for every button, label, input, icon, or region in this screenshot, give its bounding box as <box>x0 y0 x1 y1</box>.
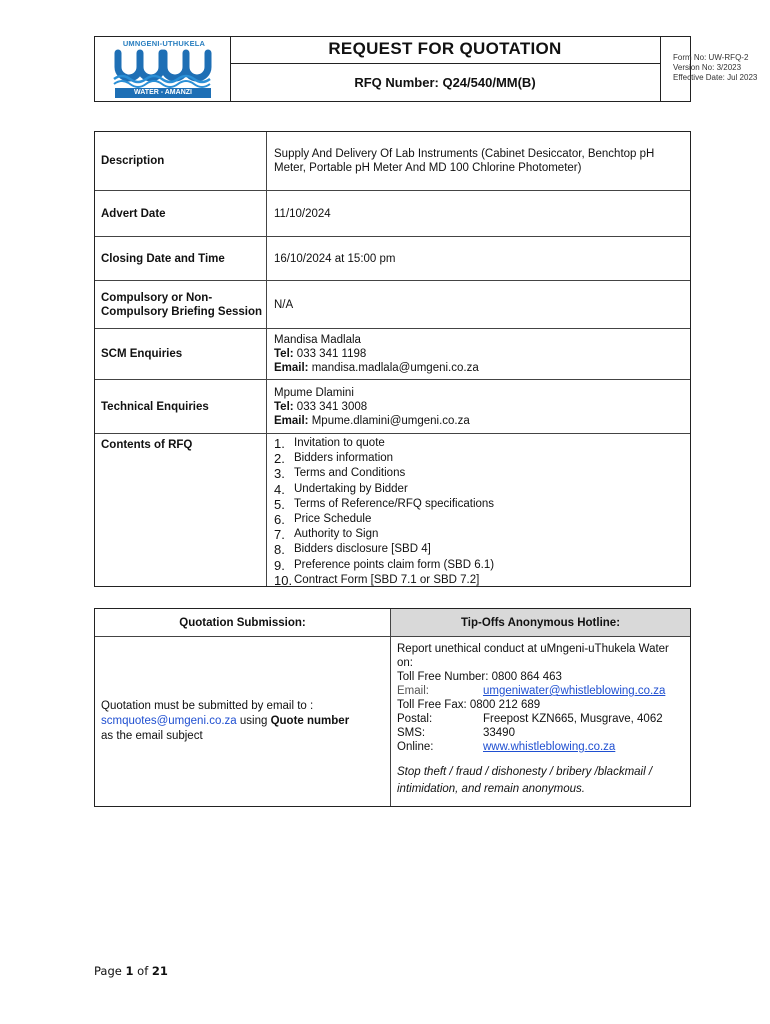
tech-contact-name: Mpume Dlamini <box>274 386 354 399</box>
submission-quote-number: Quote number <box>270 715 350 727</box>
submission-line3: as the email subject <box>101 730 203 742</box>
scm-tel: 033 341 1198 <box>296 348 367 360</box>
contents-item-number: 7. <box>274 527 285 543</box>
rfq-number: RFQ Number: Q24/540/MM(B) <box>354 75 536 90</box>
contents-item-text: Invitation to quote <box>294 437 385 449</box>
row-closing-date <box>95 237 690 281</box>
briefing-label: Compulsory or Non-Compulsory Briefing Session <box>95 281 267 328</box>
contents-item-text: Terms of Reference/RFQ specifications <box>294 497 495 510</box>
technical-enquiries-label: Technical Enquiries <box>95 380 267 433</box>
contents-item <box>274 542 686 557</box>
form-number: Form No: UW-RFQ-2 <box>673 53 749 62</box>
contents-label: Contents of RFQ <box>95 434 267 586</box>
advert-date-label: Advert Date <box>95 191 267 236</box>
contents-item-number: 8. <box>274 542 285 558</box>
hotline-warning: Stop theft / fraud / dishonesty / bribery /blackmail / intimidation, and remain anonymous. <box>397 766 653 795</box>
page-footer <box>94 964 168 978</box>
form-info <box>660 37 770 101</box>
tech-tel-label: Tel: <box>274 400 294 413</box>
contents-item-number: 1. <box>274 436 285 451</box>
hotline-postal-label: Postal: <box>397 713 433 725</box>
hotline-fax: Toll Free Fax: 0800 212 689 <box>397 699 541 711</box>
contents-item-number: 5. <box>274 496 285 512</box>
contents-item-text: Undertaking by Bidder <box>294 482 408 495</box>
submission-instructions <box>95 637 391 806</box>
hotline-postal: Freepost KZN665, Musgrave, 4062 <box>483 713 663 725</box>
tech-email[interactable]: Mpume.dlamini@umgeni.co.za <box>311 414 470 427</box>
scm-email[interactable]: mandisa.madlala@umgeni.co.za <box>311 362 479 374</box>
description-label: Description <box>95 132 267 190</box>
hotline-heading: Tip-Offs Anonymous Hotline: <box>391 609 690 637</box>
hotline-online-link[interactable]: www.whistleblowing.co.za <box>483 741 616 753</box>
hotline-sms: 33490 <box>483 727 515 739</box>
hotline-intro: Report unethical conduct at uMngeni-uThukela Water on: <box>397 643 669 669</box>
contents-item-number: 10. <box>274 572 293 588</box>
hotline-email-label: Email: <box>397 685 429 697</box>
scm-email-label: Email: <box>274 362 309 374</box>
description-value: Supply And Delivery Of Lab Instruments (Cabinet Desiccator, Benchtop pH Meter, Portable pH Meter And MD 100 Chlorine Photometer) <box>274 148 655 174</box>
submission-email[interactable]: scmquotes@umgeni.co.za <box>101 715 237 727</box>
submission-table <box>94 608 691 807</box>
contents-item-text: Contract Form [SBD 7.1 or SBD 7.2] <box>294 573 480 586</box>
contents-item <box>274 512 686 527</box>
hotline-toll-free: Toll Free Number: 0800 864 463 <box>397 671 562 683</box>
page-number: 1 <box>125 964 134 978</box>
scm-enquiries-label: SCM Enquiries <box>95 329 267 379</box>
row-briefing <box>95 281 690 329</box>
contents-item <box>274 451 686 466</box>
contents-item-text: Price Schedule <box>294 513 372 526</box>
row-technical-enquiries <box>95 380 690 434</box>
submission-using: using <box>236 715 271 727</box>
logo-mark: uw <box>163 71 165 72</box>
logo-tagline: WATER - AMANZI <box>115 88 211 98</box>
scm-tel-label: Tel: <box>274 348 294 360</box>
contents-item-number: 6. <box>274 512 285 528</box>
page-prefix: Page <box>94 964 126 978</box>
page-title: REQUEST FOR QUOTATION <box>230 37 660 64</box>
contents-item <box>274 482 686 497</box>
tech-tel: 033 341 3008 <box>296 400 368 413</box>
advert-date-value: 11/10/2024 <box>274 207 331 220</box>
hotline-email-link[interactable]: umgeniwater@whistleblowing.co.za <box>483 685 666 697</box>
row-advert-date <box>95 191 690 237</box>
submission-heading: Quotation Submission: <box>95 609 391 637</box>
contents-item-number: 9. <box>274 557 285 573</box>
contents-item <box>274 497 686 512</box>
contents-list <box>274 436 686 588</box>
scm-contact-name: Mandisa Madlala <box>274 334 361 346</box>
contents-item-text: Bidders information <box>294 452 394 465</box>
version-number: Version No: 3/2023 <box>673 63 742 72</box>
logo-mark-icon <box>112 49 214 89</box>
page-total: 21 <box>151 964 168 978</box>
hotline-sms-label: SMS: <box>397 727 426 739</box>
contents-item-number: 2. <box>274 451 285 467</box>
contents-item <box>274 527 686 542</box>
contents-item-number: 3. <box>274 466 285 482</box>
effective-date: Effective Date: Jul 2023 <box>673 73 758 82</box>
briefing-value: N/A <box>274 298 294 311</box>
logo <box>95 37 231 101</box>
tech-email-label: Email: <box>274 414 309 427</box>
row-contents <box>95 434 690 586</box>
contents-item-text: Bidders disclosure [SBD 4] <box>294 543 431 556</box>
row-scm-enquiries <box>95 329 690 380</box>
submission-line1: Quotation must be submitted by email to : <box>101 700 314 712</box>
closing-date-label: Closing Date and Time <box>95 237 267 280</box>
document-header <box>94 36 758 102</box>
contents-item-number: 4. <box>274 481 285 497</box>
closing-date-value: 16/10/2024 at 15:00 pm <box>274 252 396 265</box>
row-description <box>95 132 690 191</box>
rfq-details-table <box>94 131 691 587</box>
logo-name: UMNGENI-UTHUKELA <box>122 39 206 48</box>
page-of: of <box>133 964 152 978</box>
contents-item-text: Preference points claim form (SBD 6.1) <box>294 558 495 571</box>
contents-item <box>274 573 686 588</box>
hotline-details <box>391 637 690 806</box>
contents-item <box>274 436 686 451</box>
contents-item-text: Authority to Sign <box>294 528 379 541</box>
contents-item <box>274 466 686 481</box>
hotline-online-label: Online: <box>397 741 434 753</box>
contents-item-text: Terms and Conditions <box>294 467 406 480</box>
contents-item <box>274 558 686 573</box>
